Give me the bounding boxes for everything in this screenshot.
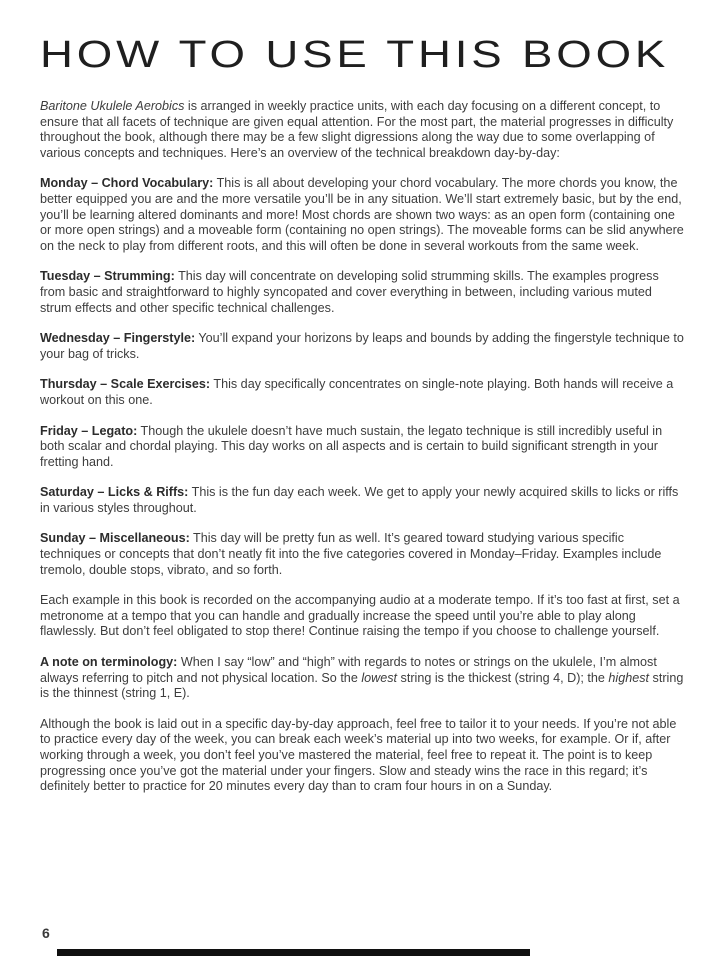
day-paragraph-friday bbox=[40, 424, 684, 471]
day-label-tuesday: Tuesday – Strumming: bbox=[40, 269, 175, 284]
day-text-thursday: This day specifically concentrates on single-note playing. Both hands will receive a workout on this one. bbox=[40, 377, 674, 407]
terminology-italic-highest: highest bbox=[608, 670, 650, 685]
day-label-friday: Friday – Legato: bbox=[40, 423, 138, 438]
day-text-wednesday: You’ll expand your horizons by leaps and bounds by adding the fingerstyle technique to your bag of tricks. bbox=[40, 331, 684, 361]
day-text-monday: This is all about developing your chord vocabulary. The more chords you know, the better equipped you are and the more versatile you’ll be in any situation. We’ll start extremely basic, but by the end, you’ll be learning altered dominants and more! Most chords are shown two ways: as an open form (containing one or more open strings) and a moveable form (containing no open strings). The moveable forms can be slid anywhere on the neck to play from different roots, and this will often be done in several workouts from the same week. bbox=[40, 176, 684, 253]
terminology-text-2: string is the thickest (string 4, D); the bbox=[397, 670, 609, 685]
book-title-italic: Baritone Ukulele Aerobics bbox=[40, 99, 185, 113]
day-label-wednesday: Wednesday – Fingerstyle: bbox=[40, 331, 196, 346]
day-label-monday: Monday – Chord Vocabulary: bbox=[40, 176, 214, 191]
terminology-paragraph bbox=[40, 655, 684, 702]
day-text-tuesday: This day will concentrate on developing solid strumming skills. The examples progress from basic and straightforward to highly syncopated and cover everything in between, including various muted strum effects and other specific technical challenges. bbox=[40, 269, 659, 315]
day-label-saturday: Saturday – Licks & Riffs: bbox=[40, 485, 189, 500]
terminology-italic-lowest: lowest bbox=[361, 670, 398, 685]
day-label-sunday: Sunday – Miscellaneous: bbox=[40, 531, 190, 546]
intro-paragraph bbox=[40, 99, 684, 161]
closing-paragraph bbox=[40, 717, 684, 795]
day-paragraph-thursday bbox=[40, 377, 684, 408]
terminology-text-1: When I say “low” and “high” with regards to notes or strings on the ukulele, I’m almost always referring to pitch and not physical location. So the bbox=[40, 655, 657, 685]
page-title: HOW TO USE THIS BOOK bbox=[40, 34, 670, 76]
day-paragraph-monday bbox=[40, 176, 684, 254]
audio-note-paragraph bbox=[40, 593, 684, 640]
day-paragraph-saturday bbox=[40, 485, 684, 516]
audio-note-text: Each example in this book is recorded on the accompanying audio at a moderate tempo. If it’s too fast at first, set a metronome at a tempo that you can handle and gradually increase the speed until you’re able to play along flawlessly. But don’t feel obligated to stop there! Continue raising the tempo if you choose to challenge yourself. bbox=[40, 593, 680, 639]
terminology-label: A note on terminology: bbox=[40, 655, 178, 670]
intro-text: is arranged in weekly practice units, with each day focusing on a different concept, to ensure that all facets of technique are given equal attention. For the most part, the material progresses in difficulty throughout the book, although there may be a few slight digressions along the way due to some overlapping of various concepts and techniques. Here’s an overview of the technical breakdown day-by-day: bbox=[40, 99, 674, 160]
day-label-thursday: Thursday – Scale Exercises: bbox=[40, 377, 211, 392]
day-paragraph-tuesday bbox=[40, 269, 684, 316]
page-content bbox=[40, 99, 684, 795]
closing-text: Although the book is laid out in a specific day-by-day approach, feel free to tailor it to your needs. If you’re not able to practice every day of the week, you can break each week’s material up into two weeks, for example. Or if, after working through a week, you don’t feel you’ve mastered the material, feel free to repeat it. The point is to keep progressing once you’ve got the material under your fingers. Slow and steady wins the race in this regard; it’s definitely better to practice for 20 minutes every day than to cram four hours in on a Sunday. bbox=[40, 716, 677, 794]
day-text-friday: Though the ukulele doesn’t have much sustain, the legato technique is still incredibly useful in both scalar and chordal playing. This day works on all aspects and is certain to build significant strength in your fretting hand. bbox=[40, 423, 663, 469]
day-text-saturday: This is the fun day each week. We get to apply your newly acquired skills to licks or riffs in various styles throughout. bbox=[40, 485, 679, 515]
terminology-text-3: string is the thinnest (string 1, E). bbox=[40, 670, 684, 701]
page-number: 6 bbox=[42, 925, 50, 941]
day-text-sunday: This day will be pretty fun as well. It’s geared toward studying various specific techniques or concepts that don’t neatly fit into the five categories covered in Monday–Friday. Examples include tremolo, double stops, vibrato, and so forth. bbox=[40, 531, 662, 577]
day-paragraph-sunday bbox=[40, 531, 684, 578]
footer-bar bbox=[57, 949, 530, 956]
day-paragraph-wednesday bbox=[40, 331, 684, 362]
